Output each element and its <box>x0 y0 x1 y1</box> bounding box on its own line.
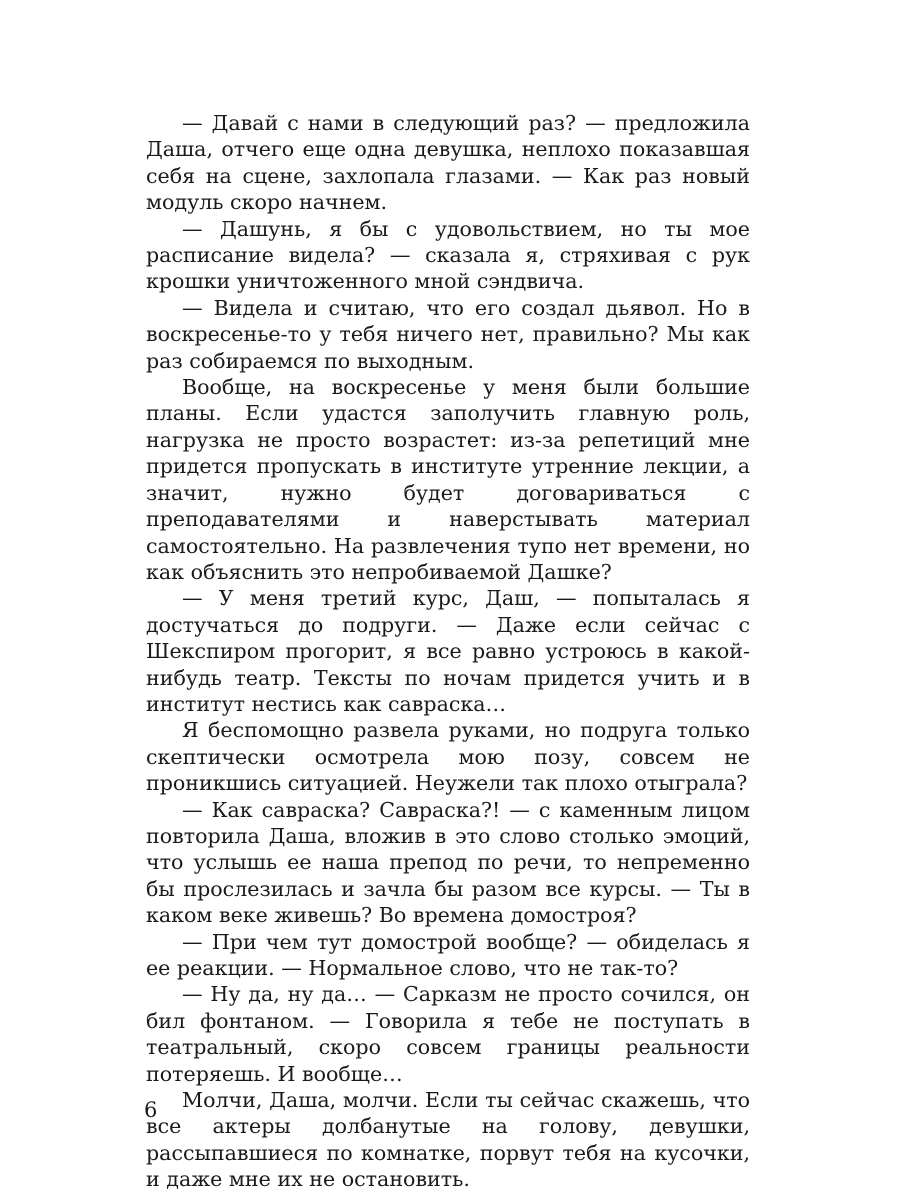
paragraph-9: — Ну да, ну да… — Сарказм не просто сочился, он бил фонтаном. — Говорила я тебе не поступать в театральный, скоро совсем границы реальности потеряешь. И вообще… <box>146 982 750 1086</box>
paragraph-10: Молчи, Даша, молчи. Если ты сейчас скажешь, что все актеры долбанутые на голову, девушки, рассыпавшиеся по комнатке, порвут тебя на кусочки, и даже мне их не остановить. <box>146 1088 750 1192</box>
page-number: 6 <box>144 1098 158 1122</box>
paragraph-3: — Видела и считаю, что его создал дьявол. Но в воскресенье-то у тебя ничего нет, правильно? Мы как раз собираемся по выходным. <box>146 295 750 373</box>
body-text <box>146 110 750 1193</box>
paragraph-4: Вообще, на воскресенье у меня были большие планы. Если удастся заполучить главную роль, нагрузка не просто возрастет: из-за репетиций мне придется пропускать в институте утренние лекции, а значит, нужно будет договариваться с преподавателями и наверстывать материал самостоятельно. На развлечения тупо нет времени, но как объяснить это непробиваемой Дашке? <box>146 375 750 584</box>
paragraph-7: — Как савраска? Савраска?! — с каменным лицом повторила Даша, вложив в это слово столько эмоций, что услышь ее наша препод по речи, то непременно бы прослезилась и зачла бы разом все курсы. — Ты в каком веке живешь? Во времена домостроя? <box>146 797 750 928</box>
paragraph-6: Я беспомощно развела руками, но подруга только скептически осмотрела мою позу, совсем не проникшись ситуацией. Неужели так плохо отыграла? <box>146 718 750 796</box>
paragraph-1: — Давай с нами в следующий раз? — предложила Даша, отчего еще одна девушка, неплохо показавшая себя на сцене, захлопала глазами. — Как раз новый модуль скоро начнем. <box>146 111 750 215</box>
paragraph-5: — У меня третий курс, Даш, — попыталась я достучаться до подруги. — Даже если сейчас с Шекспиром прогорит, я все равно устроюсь в какой-нибудь театр. Тексты по ночам придется учить и в институт нестись как савраска… <box>146 586 750 716</box>
paragraph-2: — Дашунь, я бы с удовольствием, но ты мое расписание видела? — сказала я, стряхивая с рук крошки уничтоженного мной сэндвича. <box>146 216 750 294</box>
paragraph-8: — При чем тут домострой вообще? — обиделась я ее реакции. — Нормальное слово, что не так-то? <box>146 929 750 980</box>
